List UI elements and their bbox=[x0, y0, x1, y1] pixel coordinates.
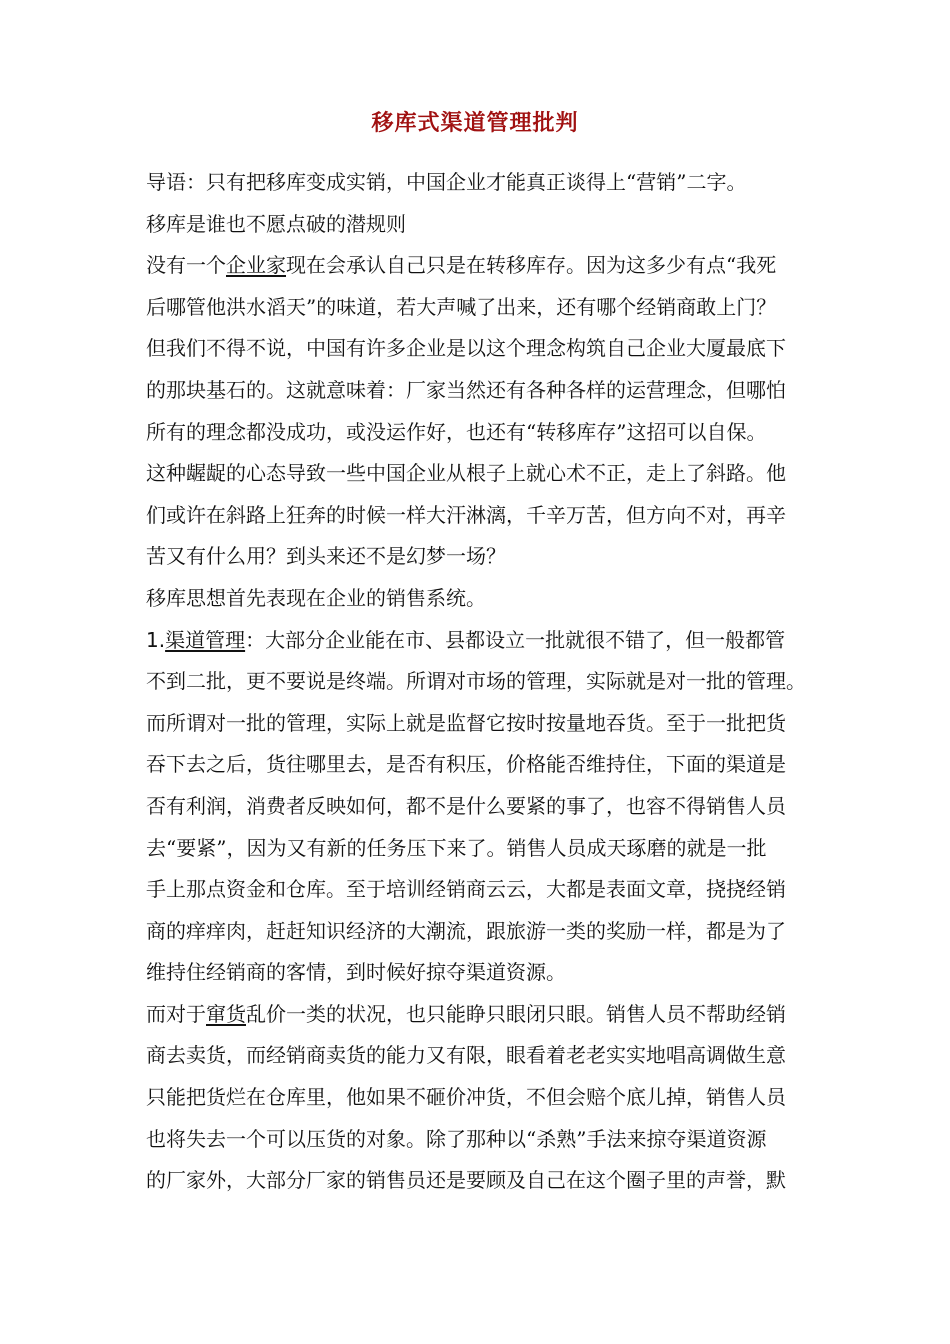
text-line: 吞下去之后，货往哪里去，是否有积压，价格能否维持住，下面的渠道是 bbox=[146, 752, 786, 777]
text-segment: ：大部分企业能在市、县都设立一批就很不错了，但一般都管 bbox=[245, 627, 786, 652]
text-line: 移库思想首先表现在企业的销售系统。 bbox=[146, 585, 486, 610]
text-line bbox=[146, 620, 866, 662]
text-line: 也将失去一个可以压货的对象。除了那种以“杀熟”手法来掠夺渠道资源 bbox=[146, 1126, 767, 1151]
text-line: 商去卖货，而经销商卖货的能力又有限，眼看着老老实实地唱高调做生意 bbox=[146, 1043, 786, 1068]
text-segment: 而对于 bbox=[146, 1001, 206, 1026]
text-line: 们或许在斜路上狂奔的时候一样大汗淋漓，千辛万苦，但方向不对，再辛 bbox=[146, 502, 786, 527]
text-line: 的厂家外，大部分厂家的销售员还是要顾及自己在这个圈子里的声誉，默 bbox=[146, 1168, 786, 1193]
text-line bbox=[146, 245, 866, 287]
text-line: 维持住经销商的客情，到时候好掠夺渠道资源。 bbox=[146, 960, 566, 985]
text-line: 这种龌龊的心态导致一些中国企业从根子上就心术不正，走上了斜路。他 bbox=[146, 461, 786, 486]
text-line: 只能把货烂在仓库里，他如果不砸价冲货，不但会赔个底儿掉，销售人员 bbox=[146, 1085, 786, 1110]
text-line: 移库是谁也不愿点破的潜规则 bbox=[146, 211, 406, 236]
underlined-term-link[interactable]: 窜货 bbox=[206, 1001, 246, 1026]
text-line: 后哪管他洪水滔天”的味道，若大声喊了出来，还有哪个经销商敢上门？ bbox=[146, 294, 777, 319]
text-line: 导语：只有把移库变成实销，中国企业才能真正谈得上“营销”二字。 bbox=[146, 170, 747, 194]
document-body bbox=[146, 162, 866, 1202]
document-title: 移库式渠道管理批判 bbox=[371, 110, 579, 136]
text-line: 苦又有什么用？到头来还不是幻梦一场？ bbox=[146, 544, 506, 569]
text-line: 商的痒痒肉，赶赶知识经济的大潮流，跟旅游一类的奖励一样，都是为了 bbox=[146, 918, 786, 943]
text-line: 手上那点资金和仓库。至于培训经销商云云，大都是表面文章，挠挠经销 bbox=[146, 877, 786, 902]
text-line: 而所谓对一批的管理，实际上就是监督它按时按量地吞货。至于一批把货 bbox=[146, 710, 786, 735]
underlined-term-link[interactable]: 渠道管理 bbox=[165, 627, 246, 652]
text-line: 去“要紧”，因为又有新的任务压下来了。销售人员成天琢磨的就是一批 bbox=[146, 835, 767, 860]
text-line bbox=[146, 994, 866, 1036]
text-line: 否有利润，消费者反映如何，都不是什么要紧的事了，也容不得销售人员 bbox=[146, 793, 786, 818]
text-line: 的那块基石的。这就意味着：厂家当然还有各种各样的运营理念，但哪怕 bbox=[146, 377, 786, 402]
text-line: 但我们不得不说，中国有许多企业是以这个理念构筑自己企业大厦最底下 bbox=[146, 336, 786, 361]
list-number: 1. bbox=[146, 627, 166, 652]
text-line: 不到二批，更不要说是终端。所谓对市场的管理，实际就是对一批的管理。 bbox=[146, 669, 806, 694]
text-line: 所有的理念都没成功，或没运作好，也还有“转移库存”这招可以自保。 bbox=[146, 419, 767, 444]
text-segment: 没有一个 bbox=[146, 253, 226, 278]
text-segment: 乱价一类的状况，也只能睁只眼闭只眼。销售人员不帮助经销 bbox=[246, 1001, 786, 1026]
text-segment: 现在会承认自己只是在转移库存。因为这多少有点“我死 bbox=[286, 253, 777, 278]
underlined-term-link[interactable]: 企业家 bbox=[226, 253, 286, 278]
